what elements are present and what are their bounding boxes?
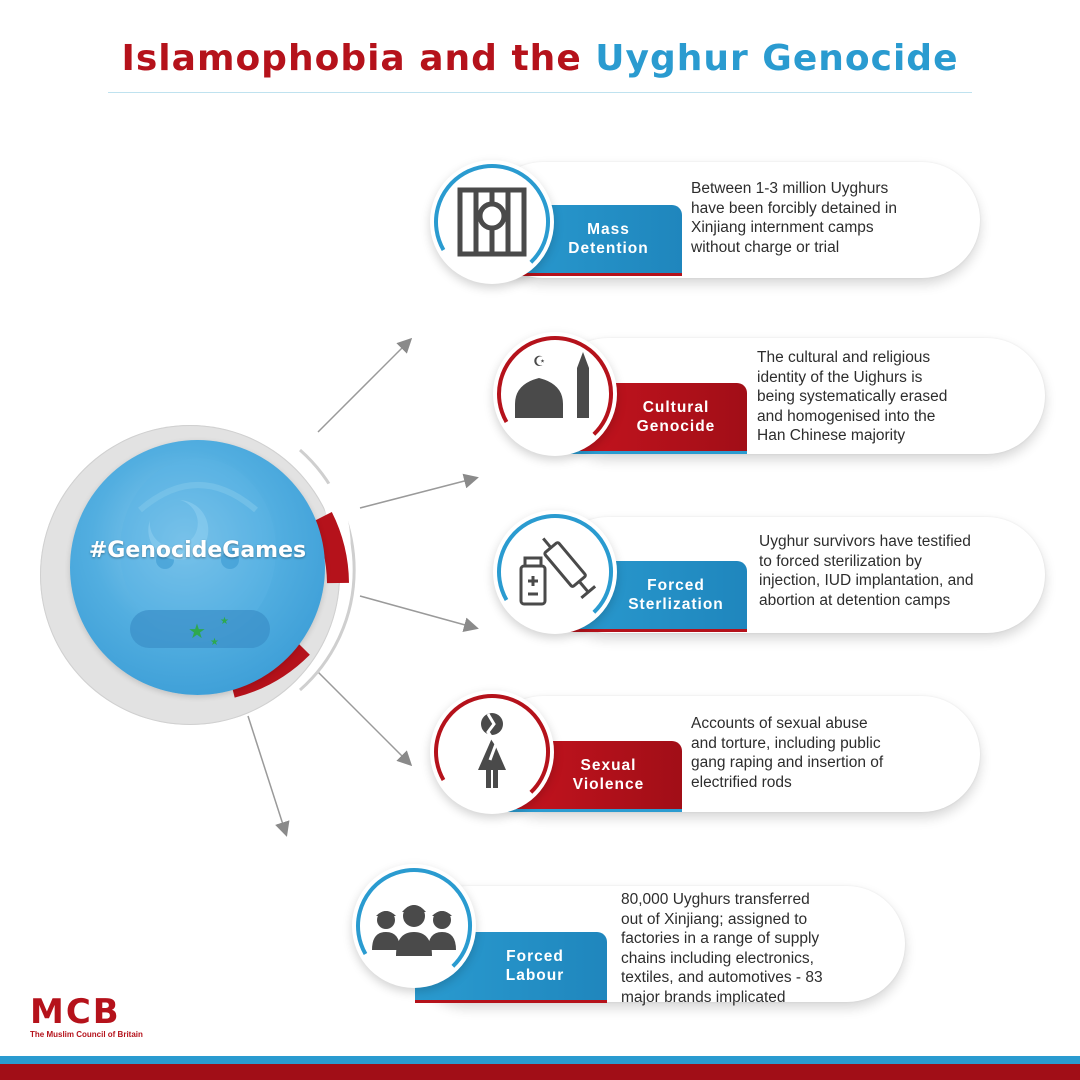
- card-text-line: without charge or trial: [691, 238, 840, 256]
- logo-subtitle: The Muslim Council of Britain: [30, 1030, 143, 1039]
- svg-text:★: ★: [188, 619, 206, 643]
- label-line-1: Cultural: [642, 399, 710, 416]
- card-text-line: and torture, including public: [691, 734, 881, 752]
- hashtag-label: #GenocideGames: [88, 538, 307, 563]
- card-text-line: major brands implicated: [621, 988, 786, 1006]
- card-text-line: identity of the Uighurs is: [757, 368, 923, 386]
- arrow-to-forced-sterilization-upper: [360, 478, 476, 508]
- card-text-line: and homogenised into the: [757, 407, 936, 425]
- face-silhouette-icon: [70, 440, 325, 695]
- arrow-to-forced-labour: [248, 716, 286, 834]
- label-line-2: Detention: [568, 240, 649, 257]
- footer-stripe-blue: [0, 1056, 1080, 1064]
- card-text-line: Uyghur survivors have testified: [759, 533, 971, 550]
- arrow-to-cultural-genocide: [318, 340, 410, 432]
- prison-bars-icon: [460, 190, 524, 254]
- card-text-line: have been forcibly detained in: [691, 199, 897, 217]
- arrow-to-forced-sterilization-lower: [360, 596, 476, 628]
- label-line-2: Labour: [505, 967, 565, 984]
- syringe-icon: [521, 533, 595, 604]
- card-text-line: Xinjiang internment camps: [691, 219, 874, 236]
- mosque-icon: [515, 352, 589, 418]
- card-text-line: being systematically erased: [757, 388, 948, 405]
- card-text-line: factories in a range of supply: [621, 930, 820, 947]
- icon-circle-forced-labour: [352, 864, 476, 988]
- title-part-2: Uyghur Genocide: [595, 38, 959, 79]
- icon-circle-mass-detention: [430, 160, 554, 284]
- card-text-line: 80,000 Uyghurs transferred: [621, 891, 810, 908]
- card-text-line: textiles, and automotives - 83: [621, 969, 823, 986]
- card-text-line: chains including electronics,: [621, 949, 814, 967]
- card-text-line: The cultural and religious: [757, 349, 931, 366]
- label-line-1: Mass: [587, 221, 630, 238]
- logo-mark: MCB: [30, 992, 121, 1032]
- label-line-2: Sterlization: [628, 596, 724, 613]
- svg-text:☪: ☪: [533, 354, 546, 370]
- mcb-logo: [30, 992, 143, 1039]
- label-line-2: Violence: [572, 776, 645, 793]
- hub-circle: [70, 440, 325, 695]
- label-line-1: Forced: [647, 577, 705, 594]
- icon-circle-cultural-genocide: [493, 332, 617, 456]
- icon-circle-sexual-violence: [430, 690, 554, 814]
- card-text-line: gang raping and insertion of: [691, 754, 884, 771]
- footer-stripe-red: [0, 1064, 1080, 1080]
- title-part-1: Islamophobia and the: [121, 38, 582, 79]
- card-text-line: to forced sterilization by: [759, 552, 922, 570]
- card-text-line: Accounts of sexual abuse: [691, 715, 868, 732]
- card-text-line: injection, IUD implantation, and: [759, 572, 974, 589]
- broken-heart-woman-icon: [478, 713, 506, 788]
- workers-icon: [372, 905, 456, 956]
- card-text-line: Han Chinese majority: [757, 427, 906, 444]
- card-text-line: out of Xinjiang; assigned to: [621, 910, 808, 928]
- label-line-1: Sexual: [580, 757, 637, 774]
- icon-circle-forced-sterlization: [493, 510, 617, 634]
- card-text-line: electrified rods: [691, 773, 792, 791]
- label-underline: [415, 1000, 607, 1003]
- label-line-2: Genocide: [636, 418, 716, 435]
- label-line-1: Forced: [506, 948, 564, 965]
- card-text-line: abortion at detention camps: [759, 591, 951, 609]
- svg-text:★: ★: [210, 637, 219, 648]
- card-text-line: Between 1-3 million Uyghurs: [691, 180, 889, 197]
- svg-text:★: ★: [220, 616, 229, 627]
